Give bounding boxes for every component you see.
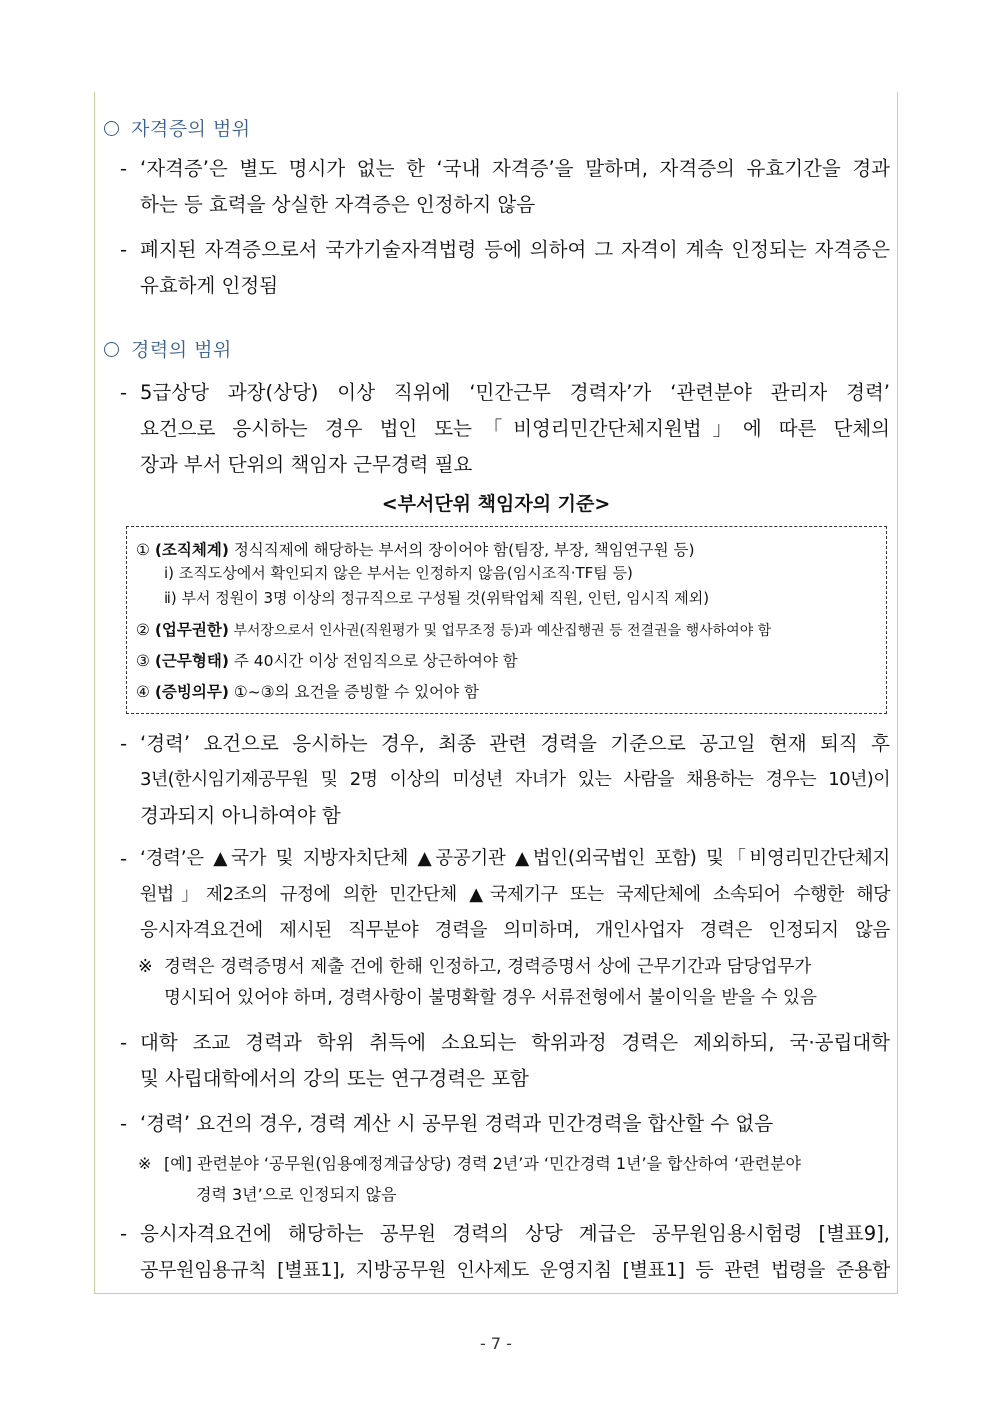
circle-bullet-icon: [104, 121, 119, 136]
criteria-item: ③ (근무형태) 주 40시간 이상 전임직으로 상근하여야 함: [136, 652, 518, 670]
list-item: - 응시자격요건에 해당하는 공무원 경력의 상당 계급은 공무원임용시험령 [별표9], 공무원임용규칙 [별표1], 지방공무원 인사제도 운영지침 [별표1] 등 관련 법령을 준용함: [120, 1222, 890, 1281]
list-item: - 5급상당 과장(상당) 이상 직위에 ‘민간근무 경력자’가 ‘관련분야 관리자 경력’ 요건으로 응시하는 경우 법인 또는「비영리민간단체지원법」에 따른 단체의 장과 부서 단위의 책임자 근무경력 필요: [120, 381, 890, 476]
list-item: - ‘자격증’은 별도 명시가 없는 한 ‘국내 자격증’을 말하며, 자격증의 유효기간을 경과 하는 등 효력을 상실한 자격증은 인정하지 않음: [120, 157, 890, 216]
criteria-subitem: ⅰ) 조직도상에서 확인되지 않은 부서는 인정하지 않음(임시조직·TF팀 등): [164, 564, 633, 582]
list-item: - 폐지된 자격증으로서 국가기술자격법령 등에 의하여 그 자격이 계속 인정되는 자격증은 유효하게 인정됨: [120, 238, 890, 297]
page-number: - 7 -: [480, 1334, 512, 1353]
criteria-item: ① (조직체계) 정식직제에 해당하는 부서의 장이어야 함(팀장, 부장, 책임연구원 등): [136, 541, 695, 559]
section-heading-certificate: 자격증의 범위: [104, 114, 251, 141]
criteria-subitem: ⅱ) 부서 정원이 3명 이상의 정규직으로 구성될 것(위탁업체 직원, 인턴, 임시직 제외): [164, 589, 710, 607]
section-heading-career: 경력의 범위: [104, 335, 232, 362]
list-item: - ‘경력’ 요건의 경우, 경력 계산 시 공무원 경력과 민간경력을 합산할 수 없음: [120, 1112, 774, 1135]
list-item: - ‘경력’은 ▲국가 및 지방자치단체 ▲공공기관 ▲법인(외국법인 포함) 및「비영리민간단체지 원법」제2조의 규정에 의한 민간단체 ▲국제기구 또는 국제단체에 소속되어 수행한 해당 응시자격요건에 제시된 직무분야 경력을 의미하며, 개인사업자 경력은 인정되지 않음: [120, 847, 890, 941]
note: ※ 경력은 경력증명서 제출 건에 한해 인정하고, 경력증명서 상에 근무기간과 담당업무가 명시되어 있어야 하며, 경력사항이 불명확할 경우 서류전형에서 불이익을 받을 수 있음: [138, 957, 817, 1008]
list-item: - 대학 조교 경력과 학위 취득에 소요되는 학위과정 경력은 제외하되, 국·공립대학 및 사립대학에서의 강의 또는 연구경력은 포함: [120, 1031, 890, 1090]
criteria-item: ② (업무권한) 부서장으로서 인사권(직원평가 및 업무조정 등)과 예산집행권 등 전결권을 행사하여야 함: [136, 621, 772, 639]
criteria-title: <부서단위 책임자의 기준>: [381, 493, 611, 515]
circle-bullet-icon: [104, 342, 119, 357]
criteria-item: ④ (증빙의무) ①~③의 요건을 증빙할 수 있어야 함: [136, 683, 479, 701]
list-item: - ‘경력’ 요건으로 응시하는 경우, 최종 관련 경력을 기준으로 공고일 현재 퇴직 후 3년(한시임기제공무원 및 2명 이상의 미성년 자녀가 있는 사람을 채용하는 경우는 10년)이 경과되지 아니하여야 함: [120, 732, 890, 827]
note: ※ [예] 관련분야 ‘공무원(임용예정계급상당) 경력 2년’과 ‘민간경력 1년’을 합산하여 ‘관련분야 경력 3년’으로 인정되지 않음: [138, 1154, 801, 1204]
